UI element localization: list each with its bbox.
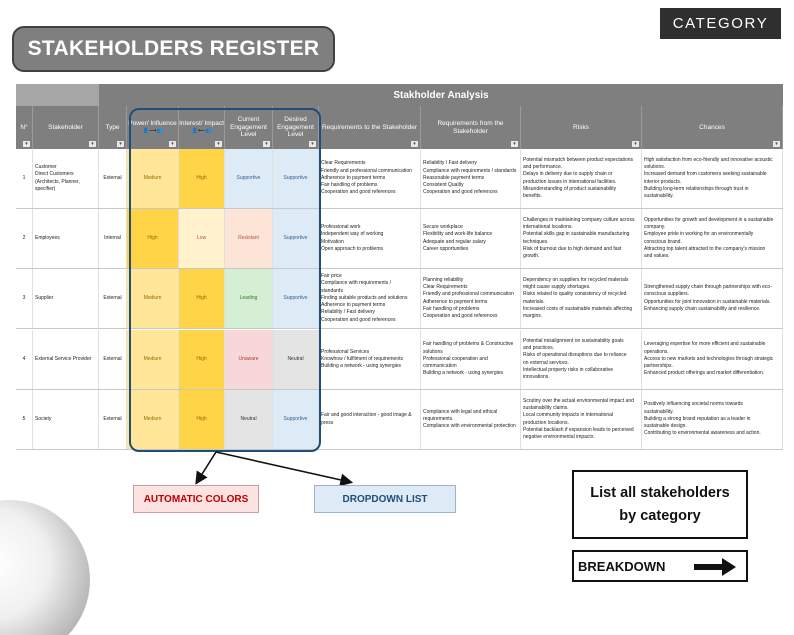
- cell-line: Reliability / Fast delivery: [423, 160, 477, 167]
- cell-line: operations.: [644, 348, 669, 355]
- cell-req-from: [421, 269, 521, 328]
- cell-value: 4: [22, 355, 26, 362]
- cell-risks: [521, 390, 642, 449]
- cell-power[interactable]: [127, 209, 179, 268]
- cell-line: solutions.: [644, 164, 666, 170]
- cell-line: Challenges in maintaining company culture across: [523, 216, 635, 223]
- cell-line: techniques.: [523, 238, 549, 245]
- cell-line: Compliance with requirements /: [321, 280, 392, 287]
- cell-line: Employee pride in working for an environmentally: [644, 231, 754, 238]
- cell-line: Risks related to quality consistency of recycled: [523, 291, 627, 298]
- table-row: [16, 209, 783, 269]
- cell-value: External: [103, 355, 122, 362]
- cell-line: Friendly and professional communication: [423, 291, 514, 298]
- cell-current[interactable]: [225, 330, 273, 389]
- cell-req-to: [319, 209, 421, 268]
- cell-line: sustainable design.: [644, 423, 687, 430]
- cell-line: solutions: [423, 348, 443, 355]
- cell-line: Fair handling of problems & Constructive: [423, 341, 514, 348]
- cell-line: Finding suitable products and solutions: [321, 294, 408, 301]
- cell-line: partnerships.: [644, 363, 673, 370]
- dropdown-arrow-icon[interactable]: ▾: [309, 141, 316, 147]
- cell-line: Cooperation and good references: [423, 313, 498, 319]
- cell-lines: [644, 217, 773, 261]
- dropdown-arrow-icon[interactable]: ▾: [411, 141, 418, 147]
- cell-current[interactable]: [225, 209, 273, 268]
- cell-lines: [35, 164, 80, 193]
- cell-current[interactable]: [225, 390, 273, 449]
- cell-lines: [523, 157, 633, 201]
- cell-line: Direct Customers: [35, 171, 74, 178]
- dropdown-arrow-icon[interactable]: ▾: [215, 141, 222, 147]
- cell-line: Compliance with requirements / standards: [423, 167, 517, 174]
- cell-line: conscious suppliers.: [644, 291, 690, 298]
- cell-chances: [642, 209, 783, 268]
- breakdown-label: BREAKDOWN: [578, 558, 666, 574]
- right-arrow-icon: [694, 558, 736, 576]
- cell-risks: [521, 149, 642, 208]
- cell-value: Supportive: [236, 174, 261, 181]
- cell-line: Scrutiny over the actual environmental impact and: [523, 397, 634, 404]
- cell-lines: [644, 157, 773, 201]
- list-box-line-1: List all stakeholders: [590, 485, 730, 502]
- cell-line: specifier): [35, 185, 56, 192]
- cell-current[interactable]: [225, 149, 273, 208]
- cell-line: Enhanced product offerings and market differentiation.: [644, 370, 765, 377]
- header-chances: [642, 106, 783, 149]
- cell-value: Leading: [239, 294, 258, 301]
- dropdown-arrow-icon[interactable]: ▾: [773, 141, 780, 147]
- stakeholder-table: [16, 84, 783, 452]
- cell-line: sustainability.: [644, 408, 674, 415]
- cell-type: [99, 330, 127, 389]
- header-req-from: [421, 106, 521, 149]
- cell-value: Internal: [104, 234, 121, 241]
- cell-line: Building long-term relationships through trust in: [644, 185, 749, 192]
- cell-line: sustainability claims.: [523, 405, 569, 411]
- cell-line: Reasonable payment terms: [423, 174, 485, 181]
- cell-value: High: [196, 174, 207, 181]
- cell-lines: [35, 356, 91, 363]
- cell-req-to: [319, 269, 421, 328]
- cell-line: Planning reliability: [423, 276, 464, 283]
- cell-req-to: [319, 330, 421, 389]
- cell-line: Access to new markets and technologies through strategic: [644, 355, 774, 362]
- cell-value: Unaware: [238, 355, 259, 362]
- cell-stakeholder: [33, 330, 99, 389]
- cell-line: and values.: [644, 253, 670, 259]
- dropdown-arrow-icon[interactable]: ▾: [169, 141, 176, 147]
- cell-line: Attracting top talent attracted to the company's mission: [644, 245, 766, 252]
- header-power: [127, 106, 179, 149]
- header-req-from-label: Requirements from the Stakeholder: [437, 120, 504, 135]
- cell-line: Supplier: [35, 294, 54, 301]
- cell-line: Cooperation and good references: [321, 316, 396, 323]
- dropdown-arrow-icon[interactable]: ▾: [117, 141, 124, 147]
- cell-value: 3: [22, 294, 26, 301]
- cell-line: Cooperation and good references: [423, 189, 498, 196]
- cell-line: Strengthened supply chain through partnerships with eco-: [644, 284, 772, 290]
- table-band-left: [16, 84, 99, 106]
- cell-line: Employees: [35, 234, 60, 241]
- cell-line: Increased demand from customers seeking sustainable: [644, 171, 767, 178]
- table-band-title: Stakholder Analysis: [99, 84, 783, 106]
- cell-line: interior products.: [644, 178, 682, 185]
- cell-line: Professional Services: [321, 348, 370, 355]
- cell-line: Motivation: [321, 238, 344, 245]
- cell-line: Professional work: [321, 224, 361, 230]
- cell-desired[interactable]: [273, 149, 319, 208]
- cell-line: Adherence to payment terms: [423, 298, 488, 305]
- cell-interest[interactable]: [179, 149, 225, 208]
- dropdown-arrow-icon[interactable]: ▾: [89, 141, 96, 147]
- header-req-to: [319, 106, 421, 149]
- cell-type: [99, 209, 127, 268]
- cell-value: High: [196, 415, 207, 422]
- cell-no: [16, 149, 33, 208]
- cell-line: benefits.: [523, 193, 542, 199]
- cell-lines: [35, 416, 51, 423]
- cell-line: negative environmental impacts.: [523, 434, 595, 440]
- cell-stakeholder: [33, 390, 99, 449]
- cell-line: requirements.: [423, 415, 454, 422]
- header-risks: [521, 106, 642, 149]
- cell-lines: [321, 273, 407, 324]
- cell-current[interactable]: [225, 269, 273, 328]
- cell-line: conscious brand.: [644, 238, 682, 245]
- table-row: [16, 269, 783, 329]
- cell-value: External: [103, 294, 122, 301]
- cell-power[interactable]: [127, 269, 179, 328]
- cell-value: 5: [22, 415, 26, 422]
- cell-no: [16, 390, 33, 449]
- cell-line: Open approach to problems: [321, 245, 383, 252]
- cell-value: Resistant: [238, 234, 259, 241]
- cell-line: Risk of burnout due to high demand and fast: [523, 245, 622, 252]
- cell-line: Cooperation and good references: [321, 189, 396, 196]
- cell-stakeholder: [33, 149, 99, 208]
- cell-lines: [423, 277, 514, 321]
- automatic-colors-label: AUTOMATIC COLORS: [133, 485, 259, 513]
- cell-line: sustainability.: [644, 193, 674, 199]
- header-type: [99, 106, 127, 149]
- cell-line: might cause supply shortages.: [523, 284, 591, 290]
- cell-line: High satisfaction from eco-friendly and innovative acoustic: [644, 156, 773, 163]
- cell-line: Customer: [35, 164, 57, 170]
- people-arrow-icon: 👤 ⟵ 👥: [191, 128, 212, 135]
- cell-line: (Architects, Planner,: [35, 178, 80, 185]
- cell-interest[interactable]: [179, 269, 225, 328]
- cell-line: Misunderstanding of product sustainability: [523, 185, 617, 192]
- cell-lines: [644, 401, 761, 437]
- cell-value: 2: [22, 234, 26, 241]
- cell-line: Clear Requirements: [423, 284, 468, 290]
- dropdown-list-label: DROPDOWN LIST: [314, 485, 456, 513]
- list-box-line-2: by category: [619, 507, 701, 524]
- cell-lines: [423, 409, 516, 431]
- cell-line: Fair handling of problems: [423, 305, 480, 312]
- cell-stakeholder: [33, 269, 99, 328]
- cell-req-from: [421, 390, 521, 449]
- cell-line: and performance.: [523, 164, 563, 170]
- cell-line: Positively influencing societal norms towards: [644, 401, 743, 408]
- cell-power[interactable]: [127, 390, 179, 449]
- cell-line: Local community impacts in international: [523, 412, 614, 419]
- header-interest-label: Interest/ Impact: [179, 119, 224, 127]
- cell-line: Potential backlash if expansion leads to perceived: [523, 426, 634, 433]
- cell-type: [99, 390, 127, 449]
- cell-line: Reliability / Fast delivery: [321, 309, 375, 316]
- cell-desired[interactable]: [273, 209, 319, 268]
- cell-lines: [35, 295, 53, 302]
- cell-line: External Service Provider: [35, 355, 92, 362]
- cell-value: High: [147, 234, 158, 241]
- cell-req-to: [319, 390, 421, 449]
- cell-line: Friendly and professional communication: [321, 167, 412, 174]
- cell-line: Risks of operational disruptions due to reliance: [523, 352, 627, 359]
- cell-value: External: [103, 174, 122, 181]
- table-row: [16, 149, 783, 209]
- category-badge: CATEGORY: [660, 8, 781, 39]
- cell-line: Potential skills gap in sustainable manufacturing: [523, 231, 630, 238]
- table-row: [16, 330, 783, 390]
- arrow-to-dropdown-list: [216, 452, 350, 482]
- cell-value: Neutral: [240, 415, 257, 422]
- cell-risks: [521, 269, 642, 328]
- cell-line: international locations.: [523, 224, 573, 230]
- cell-risks: [521, 209, 642, 268]
- cell-req-from: [421, 149, 521, 208]
- cell-stakeholder: [33, 209, 99, 268]
- cell-lines: [423, 160, 516, 196]
- cell-line: Independent way of working: [321, 231, 384, 238]
- cell-line: Compliance with legal and ethical: [423, 408, 498, 415]
- cell-lines: [321, 349, 403, 371]
- cell-lines: [523, 338, 627, 382]
- cell-line: Adherence to payment terms: [321, 302, 386, 309]
- cell-line: growth.: [523, 253, 540, 259]
- cell-line: Opportunities for joint innovation in sustainable materials.: [644, 298, 771, 305]
- cell-line: Fair handling of problems: [321, 182, 378, 189]
- dropdown-arrow-icon[interactable]: ▾: [511, 141, 518, 147]
- cell-line: Adherence to payment terms: [321, 174, 386, 181]
- cell-value: High: [196, 294, 207, 301]
- cell-lines: [321, 224, 383, 253]
- cell-value: Medium: [143, 174, 162, 181]
- decorative-circle: [0, 500, 90, 635]
- cell-lines: [644, 341, 773, 377]
- cell-chances: [642, 390, 783, 449]
- cell-line: materials.: [523, 298, 545, 305]
- cell-lines: [35, 235, 60, 242]
- dropdown-arrow-icon[interactable]: ▾: [632, 141, 639, 147]
- header-no-label: N°: [20, 123, 28, 131]
- dropdown-arrow-icon[interactable]: ▾: [23, 141, 30, 147]
- header-risks-label: Risks: [573, 123, 589, 131]
- cell-req-from: [421, 330, 521, 389]
- cell-line: Adequate and regular salary: [423, 238, 486, 245]
- header-chances-label: Chances: [699, 123, 725, 131]
- cell-line: Leveraging expertise for more efficient and sustainable: [644, 341, 766, 348]
- cell-lines: [523, 277, 632, 321]
- cell-value: Medium: [143, 415, 162, 422]
- cell-no: [16, 330, 33, 389]
- cell-line: Intellectual property risks in collaborative: [523, 366, 614, 373]
- cell-chances: [642, 149, 783, 208]
- cell-line: Career opportunities: [423, 245, 469, 252]
- cell-interest[interactable]: [179, 390, 225, 449]
- cell-value: Supportive: [283, 415, 308, 422]
- cell-line: innovations.: [523, 374, 550, 380]
- cell-value: Supportive: [283, 294, 308, 301]
- cell-line: Enhancing supply chain sustainability and resilience.: [644, 305, 761, 312]
- cell-line: Fair and good interaction - good image &: [321, 412, 412, 419]
- header-power-label: Power/ Influence: [128, 119, 177, 127]
- cell-lines: [523, 398, 634, 442]
- cell-line: press: [321, 419, 334, 426]
- cell-chances: [642, 269, 783, 328]
- cell-line: Contributing to environmental awareness and action.: [644, 430, 761, 437]
- cell-lines: [644, 284, 772, 313]
- cell-power[interactable]: [127, 330, 179, 389]
- cell-value: High: [196, 355, 207, 362]
- cell-power[interactable]: [127, 149, 179, 208]
- cell-value: Medium: [143, 355, 162, 362]
- header-no: [16, 106, 33, 149]
- cell-lines: [423, 341, 513, 377]
- cell-line: Building a network - using synergies: [423, 370, 504, 377]
- header-req-to-label: Requirements to the Stakeholder: [321, 123, 418, 131]
- cell-line: company.: [644, 224, 666, 230]
- cell-no: [16, 209, 33, 268]
- cell-line: and practices.: [523, 345, 555, 351]
- cell-line: Society: [35, 415, 52, 422]
- cell-interest[interactable]: [179, 209, 225, 268]
- cell-desired[interactable]: [273, 390, 319, 449]
- cell-desired[interactable]: [273, 330, 319, 389]
- cell-req-to: [319, 149, 421, 208]
- arrow-to-automatic-colors: [197, 452, 216, 482]
- cell-value: 1: [22, 174, 26, 181]
- cell-line: Secure workplace: [423, 224, 463, 230]
- cell-line: Compliance with environmental protection: [423, 423, 516, 430]
- cell-line: Building a network - using synergies: [321, 363, 402, 370]
- cell-line: Building a strong brand reputation as a leader in: [644, 415, 751, 422]
- header-stakeholder: [33, 106, 99, 149]
- cell-value: Supportive: [283, 174, 308, 181]
- header-row: [16, 106, 783, 149]
- table-row: [16, 390, 783, 450]
- header-type-label: Type: [105, 123, 120, 131]
- list-stakeholders-box: [572, 470, 748, 539]
- header-desired-engagement: [273, 106, 319, 149]
- cell-line: Opportunities for growth and development in a sustainable: [644, 216, 774, 223]
- page-title: STAKEHOLDERS REGISTER: [12, 26, 335, 72]
- cell-line: on external services.: [523, 359, 569, 366]
- cell-line: standards: [321, 287, 343, 294]
- header-desired-label: Desired Engagement Level: [277, 116, 314, 139]
- cell-chances: [642, 330, 783, 389]
- header-current-engagement: [225, 106, 273, 149]
- cell-line: Fair price: [321, 273, 342, 280]
- cell-line: Increased costs of sustainable materials affecting: [523, 305, 633, 312]
- cell-value: Low: [196, 234, 207, 241]
- cell-line: Dependency on suppliers for recycled materials: [523, 276, 629, 283]
- cell-value: Medium: [143, 294, 162, 301]
- cell-line: Delays in delivery due to supply chain or: [523, 171, 613, 178]
- cell-line: communication: [423, 363, 457, 370]
- cell-lines: [321, 412, 412, 427]
- header-interest: [179, 106, 225, 149]
- cell-line: Flexibility and work-life balance: [423, 231, 493, 238]
- cell-line: production issues in international facilities.: [523, 178, 617, 185]
- cell-req-from: [421, 209, 521, 268]
- cell-line: Clear Requirements: [321, 160, 366, 167]
- cell-interest[interactable]: [179, 330, 225, 389]
- cell-value: External: [103, 415, 122, 422]
- cell-line: Professional cooperation and: [423, 355, 488, 362]
- cell-line: Potential misalignment on sustainability goals: [523, 337, 624, 344]
- cell-lines: [423, 224, 492, 253]
- header-stakeholder-label: Stakeholder: [48, 123, 83, 131]
- cell-line: Knowhow / fulfilment of requirements: [321, 355, 403, 362]
- cell-lines: [321, 160, 412, 196]
- cell-type: [99, 149, 127, 208]
- cell-line: Potential mismatch between product expectations: [523, 156, 634, 163]
- cell-desired[interactable]: [273, 269, 319, 328]
- cell-line: Consistent Quality: [423, 182, 464, 189]
- people-arrow-icon: 👤 ⟶ 👥: [142, 128, 163, 135]
- cell-line: margins.: [523, 313, 543, 319]
- cell-value: Neutral: [287, 355, 304, 362]
- cell-type: [99, 269, 127, 328]
- dropdown-arrow-icon[interactable]: ▾: [263, 141, 270, 147]
- header-current-label: Current Engagement Level: [230, 116, 267, 139]
- cell-no: [16, 269, 33, 328]
- cell-value: Supportive: [283, 234, 308, 241]
- cell-risks: [521, 330, 642, 389]
- cell-lines: [523, 217, 634, 261]
- cell-line: production locations.: [523, 419, 569, 426]
